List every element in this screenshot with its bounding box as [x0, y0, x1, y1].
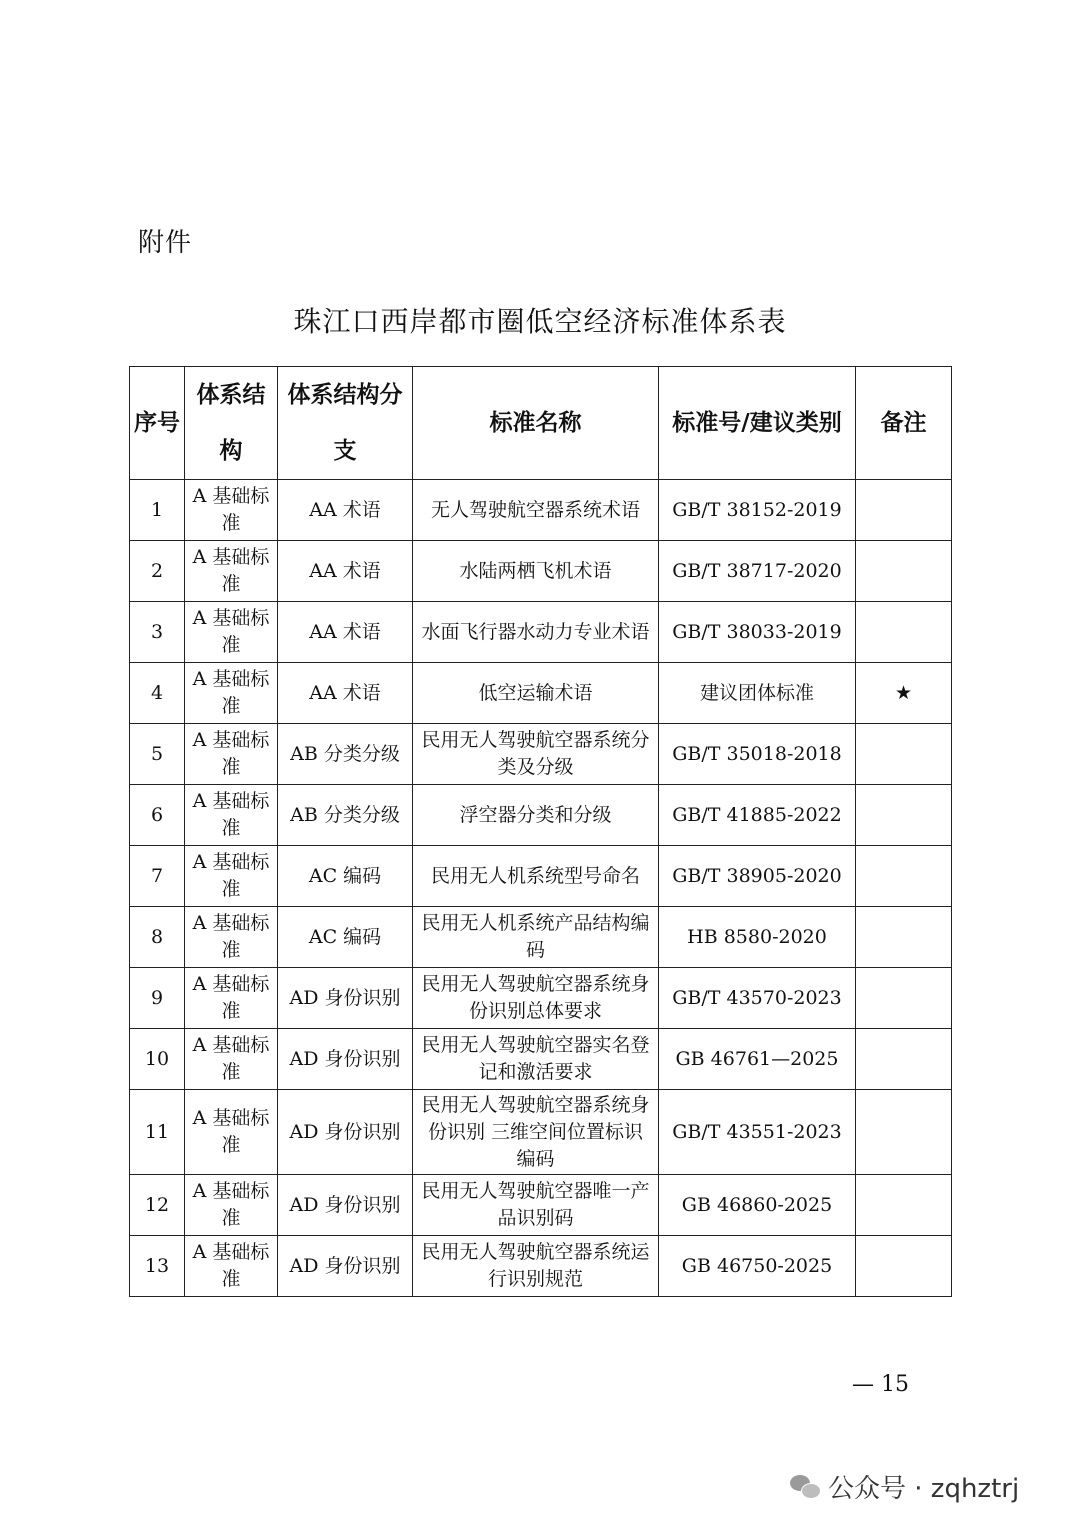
- cell-name: 民用无人驾驶航空器系统分类及分级: [413, 724, 659, 785]
- cell-structure: A 基础标准: [185, 1236, 278, 1297]
- footer-watermark: [790, 1468, 1019, 1505]
- table-row: [130, 724, 952, 785]
- cell-structure: A 基础标准: [185, 846, 278, 907]
- cell-structure: A 基础标准: [185, 1029, 278, 1090]
- document-title: 珠江口西岸都市圈低空经济标准体系表: [293, 305, 787, 338]
- cell-name: 无人驾驶航空器系统术语: [413, 480, 659, 541]
- cell-no: 6: [130, 785, 185, 846]
- cell-note: [856, 846, 952, 907]
- cell-code: GB/T 43570-2023: [659, 968, 856, 1029]
- header-name: 标准名称: [413, 367, 659, 480]
- table-row: [130, 480, 952, 541]
- header-branch: 体系结构分支: [278, 367, 413, 480]
- cell-structure: A 基础标准: [185, 602, 278, 663]
- cell-branch: AA 术语: [278, 541, 413, 602]
- cell-note: [856, 724, 952, 785]
- cell-code: GB/T 38905-2020: [659, 846, 856, 907]
- cell-branch: AB 分类分级: [278, 785, 413, 846]
- cell-no: 5: [130, 724, 185, 785]
- cell-code: GB/T 38717-2020: [659, 541, 856, 602]
- cell-structure: A 基础标准: [185, 663, 278, 724]
- table-header-row: [130, 367, 952, 480]
- cell-no: 11: [130, 1090, 185, 1175]
- table-row: [130, 785, 952, 846]
- cell-note: [856, 785, 952, 846]
- table-row: [130, 968, 952, 1029]
- cell-branch: AC 编码: [278, 907, 413, 968]
- table-row: [130, 663, 952, 724]
- cell-code: GB/T 43551-2023: [659, 1090, 856, 1175]
- cell-name: 浮空器分类和分级: [413, 785, 659, 846]
- cell-name: 民用无人驾驶航空器系统身份识别 三维空间位置标识编码: [413, 1090, 659, 1175]
- cell-branch: AA 术语: [278, 663, 413, 724]
- cell-branch: AD 身份识别: [278, 1090, 413, 1175]
- cell-code: GB 46750-2025: [659, 1236, 856, 1297]
- header-structure: 体系结构: [185, 367, 278, 480]
- cell-no: 3: [130, 602, 185, 663]
- cell-name: 民用无人驾驶航空器唯一产品识别码: [413, 1175, 659, 1236]
- cell-name: 民用无人驾驶航空器实名登记和激活要求: [413, 1029, 659, 1090]
- cell-no: 9: [130, 968, 185, 1029]
- cell-no: 12: [130, 1175, 185, 1236]
- cell-structure: A 基础标准: [185, 480, 278, 541]
- cell-no: 8: [130, 907, 185, 968]
- cell-code: GB/T 35018-2018: [659, 724, 856, 785]
- cell-branch: AA 术语: [278, 602, 413, 663]
- header-no: 序号: [130, 367, 185, 480]
- table-row: [130, 846, 952, 907]
- cell-branch: AD 身份识别: [278, 1029, 413, 1090]
- cell-code: HB 8580-2020: [659, 907, 856, 968]
- cell-branch: AD 身份识别: [278, 1236, 413, 1297]
- wechat-icon: [790, 1475, 820, 1499]
- cell-name: 民用无人机系统产品结构编码: [413, 907, 659, 968]
- table-row: [130, 907, 952, 968]
- cell-no: 4: [130, 663, 185, 724]
- table-row: [130, 602, 952, 663]
- attachment-label: 附件: [138, 228, 193, 258]
- cell-branch: AB 分类分级: [278, 724, 413, 785]
- cell-note: [856, 1236, 952, 1297]
- footer-text: 公众号 · zqhztrj: [828, 1474, 1020, 1504]
- cell-no: 13: [130, 1236, 185, 1297]
- cell-name: 民用无人机系统型号命名: [413, 846, 659, 907]
- cell-note: [856, 1090, 952, 1175]
- table-row: [130, 1236, 952, 1297]
- cell-note: [856, 968, 952, 1029]
- cell-name: 民用无人驾驶航空器系统身份识别总体要求: [413, 968, 659, 1029]
- cell-structure: A 基础标准: [185, 1090, 278, 1175]
- cell-no: 2: [130, 541, 185, 602]
- cell-code: GB 46761—2025: [659, 1029, 856, 1090]
- cell-name: 民用无人驾驶航空器系统运行识别规范: [413, 1236, 659, 1297]
- cell-note: [856, 1175, 952, 1236]
- cell-name: 水陆两栖飞机术语: [413, 541, 659, 602]
- cell-branch: AD 身份识别: [278, 968, 413, 1029]
- cell-structure: A 基础标准: [185, 785, 278, 846]
- cell-no: 10: [130, 1029, 185, 1090]
- standards-table: [129, 366, 952, 1297]
- page-number: — 15: [852, 1372, 909, 1397]
- cell-branch: AD 身份识别: [278, 1175, 413, 1236]
- cell-code: 建议团体标准: [659, 663, 856, 724]
- table-row: [130, 541, 952, 602]
- cell-branch: AC 编码: [278, 846, 413, 907]
- cell-no: 1: [130, 480, 185, 541]
- cell-note: [856, 907, 952, 968]
- cell-branch: AA 术语: [278, 480, 413, 541]
- cell-structure: A 基础标准: [185, 968, 278, 1029]
- cell-no: 7: [130, 846, 185, 907]
- cell-code: GB/T 41885-2022: [659, 785, 856, 846]
- header-note: 备注: [856, 367, 952, 480]
- cell-code: GB 46860-2025: [659, 1175, 856, 1236]
- cell-note: [856, 541, 952, 602]
- table-row: [130, 1090, 952, 1175]
- cell-code: GB/T 38152-2019: [659, 480, 856, 541]
- cell-code: GB/T 38033-2019: [659, 602, 856, 663]
- cell-structure: A 基础标准: [185, 541, 278, 602]
- header-code: 标准号/建议类别: [659, 367, 856, 480]
- cell-structure: A 基础标准: [185, 907, 278, 968]
- cell-name: 水面飞行器水动力专业术语: [413, 602, 659, 663]
- cell-note: [856, 480, 952, 541]
- cell-structure: A 基础标准: [185, 1175, 278, 1236]
- cell-note: [856, 602, 952, 663]
- table-row: [130, 1029, 952, 1090]
- cell-name: 低空运输术语: [413, 663, 659, 724]
- cell-note: [856, 1029, 952, 1090]
- cell-structure: A 基础标准: [185, 724, 278, 785]
- table-row: [130, 1175, 952, 1236]
- cell-note: ★: [856, 663, 952, 724]
